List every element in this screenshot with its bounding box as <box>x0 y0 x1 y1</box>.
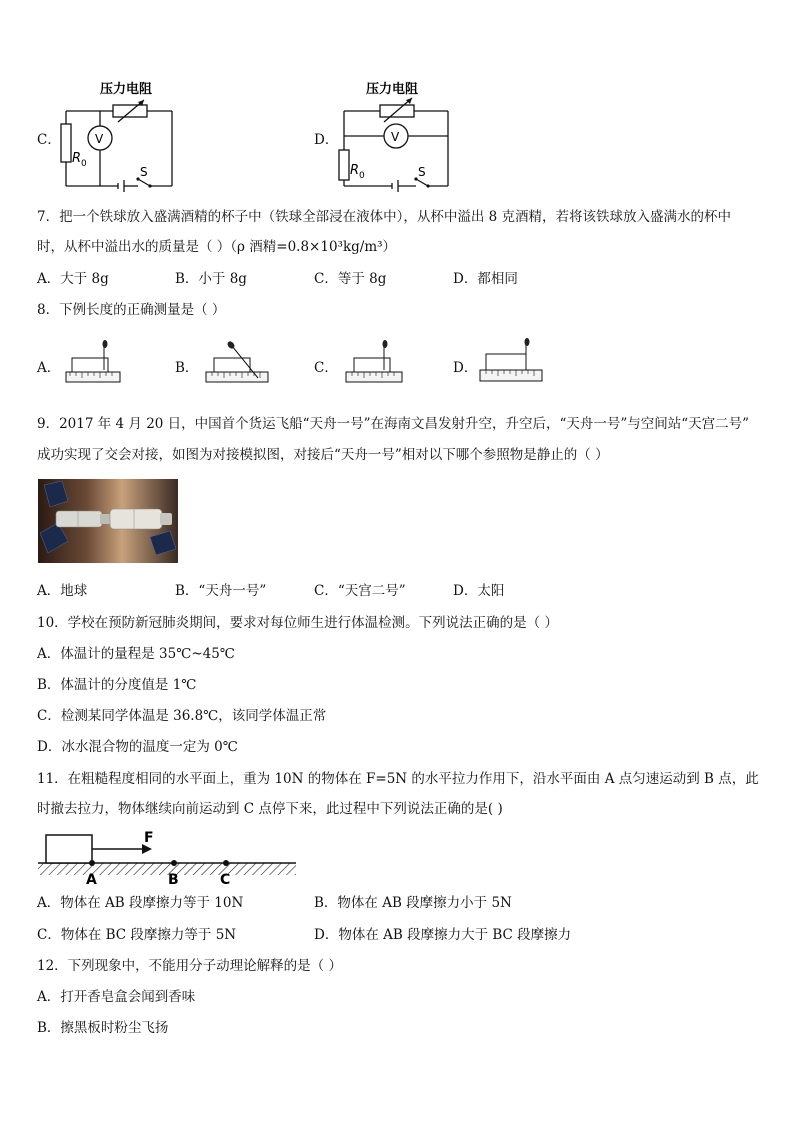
pressure-resistor-label: 压力电阻 <box>366 82 419 97</box>
ruler-measurement-c <box>342 338 406 388</box>
q12-option-b[interactable]: B．擦黑板时粉尘飞扬 <box>37 1020 169 1036</box>
ruler-measurement-d <box>476 334 546 388</box>
spacecraft-docking-illustration <box>38 479 178 563</box>
ruler-measurement-b <box>202 338 276 388</box>
q11-stem-line1: 11．在粗糙程度相同的水平面上，重为 10N 的物体在 F=5N 的水平拉力作用下，沿水平面由 A 点匀速运动到 B 点，此 <box>37 771 759 787</box>
docking-simulation-image <box>38 479 178 563</box>
q6-option-c-label: C． <box>37 132 61 148</box>
q8-stem: 8．下例长度的正确测量是（ ） <box>37 302 226 318</box>
voltmeter-label: V <box>95 132 104 146</box>
force-motion-diagram <box>38 826 298 886</box>
q7-option-a[interactable]: A．大于 8g <box>37 271 109 287</box>
r0-subscript: 0 <box>359 171 365 181</box>
switch-label: S <box>140 165 148 179</box>
ruler-measurement-a <box>64 338 124 388</box>
q11-option-d[interactable]: D．物体在 AB 段摩擦力大于 BC 段摩擦力 <box>314 927 572 943</box>
q10-option-a[interactable]: A．体温计的量程是 35℃~45℃ <box>37 646 235 662</box>
q12-option-a[interactable]: A．打开香皂盒会闻到香味 <box>37 989 196 1005</box>
q7-stem-line2: 时，从杯中溢出水的质量是（ ）（ρ 酒精=0.8×10³kg/m³） <box>37 239 397 255</box>
r0-label: R <box>350 163 360 178</box>
point-a-label: A <box>86 872 97 886</box>
q8-option-d[interactable]: D． <box>453 360 478 376</box>
q10-option-c[interactable]: C．检测某同学体温是 36.8℃，该同学体温正常 <box>37 708 327 724</box>
point-b-label: B <box>168 872 179 886</box>
r0-subscript: 0 <box>81 159 87 169</box>
r0-label: R <box>72 151 82 166</box>
object-block <box>46 835 92 863</box>
circuit-diagram-c <box>58 76 188 192</box>
q11-option-b[interactable]: B．物体在 AB 段摩擦力小于 5N <box>314 895 512 911</box>
q9-stem-line1: 9．2017 年 4 月 20 日，中国首个货运飞船“天舟一号”在海南文昌发射升空，升空后，“天舟一号”与空间站“天宫二号” <box>37 416 750 432</box>
circuit-diagram-d <box>336 76 466 192</box>
q9-option-a[interactable]: A．地球 <box>37 583 88 599</box>
q11-stem-line2: 时撤去拉力，物体继续向前运动到 C 点停下来，此过程中下列说法正确的是( ) <box>37 801 503 817</box>
q9-option-b[interactable]: B．“天舟一号” <box>175 583 267 599</box>
switch-label: S <box>418 165 426 179</box>
rough-surface <box>38 863 296 875</box>
q11-option-a[interactable]: A．物体在 AB 段摩擦力等于 10N <box>37 895 244 911</box>
q7-option-d[interactable]: D．都相同 <box>453 271 518 287</box>
point-c-label: C <box>220 872 231 886</box>
q9-option-d[interactable]: D．太阳 <box>453 583 505 599</box>
q12-stem: 12．下列现象中，不能用分子动理论解释的是（ ） <box>37 958 342 974</box>
force-label: F <box>144 830 154 846</box>
q11-option-c[interactable]: C．物体在 BC 段摩擦力等于 5N <box>37 927 237 943</box>
q7-stem-line1: 7．把一个铁球放入盛满酒精的杯子中（铁球全部浸在液体中），从杯中溢出 8 克酒精，若将该铁球放入盛满水的杯中 <box>37 209 732 225</box>
pressure-resistor-label: 压力电阻 <box>100 82 153 97</box>
q6-option-d-label: D． <box>314 132 339 148</box>
q9-stem-line2: 成功实现了交会对接，如图为对接模拟图，对接后“天舟一号”相对以下哪个参照物是静止的（ ） <box>37 447 609 463</box>
q7-option-c[interactable]: C．等于 8g <box>314 271 387 287</box>
q10-option-d[interactable]: D．冰水混合物的温度一定为 0℃ <box>37 739 238 755</box>
q8-option-b[interactable]: B． <box>175 360 199 376</box>
voltmeter-label: V <box>391 130 400 144</box>
q9-option-c[interactable]: C．“天宫二号” <box>314 583 406 599</box>
q10-option-b[interactable]: B．体温计的分度值是 1℃ <box>37 677 197 693</box>
q8-option-a[interactable]: A． <box>37 360 61 376</box>
q8-option-c[interactable]: C． <box>314 360 338 376</box>
q7-option-b[interactable]: B．小于 8g <box>175 271 247 287</box>
q10-stem: 10．学校在预防新冠肺炎期间，要求对每位师生进行体温检测。下列说法正确的是（ ） <box>37 615 558 631</box>
